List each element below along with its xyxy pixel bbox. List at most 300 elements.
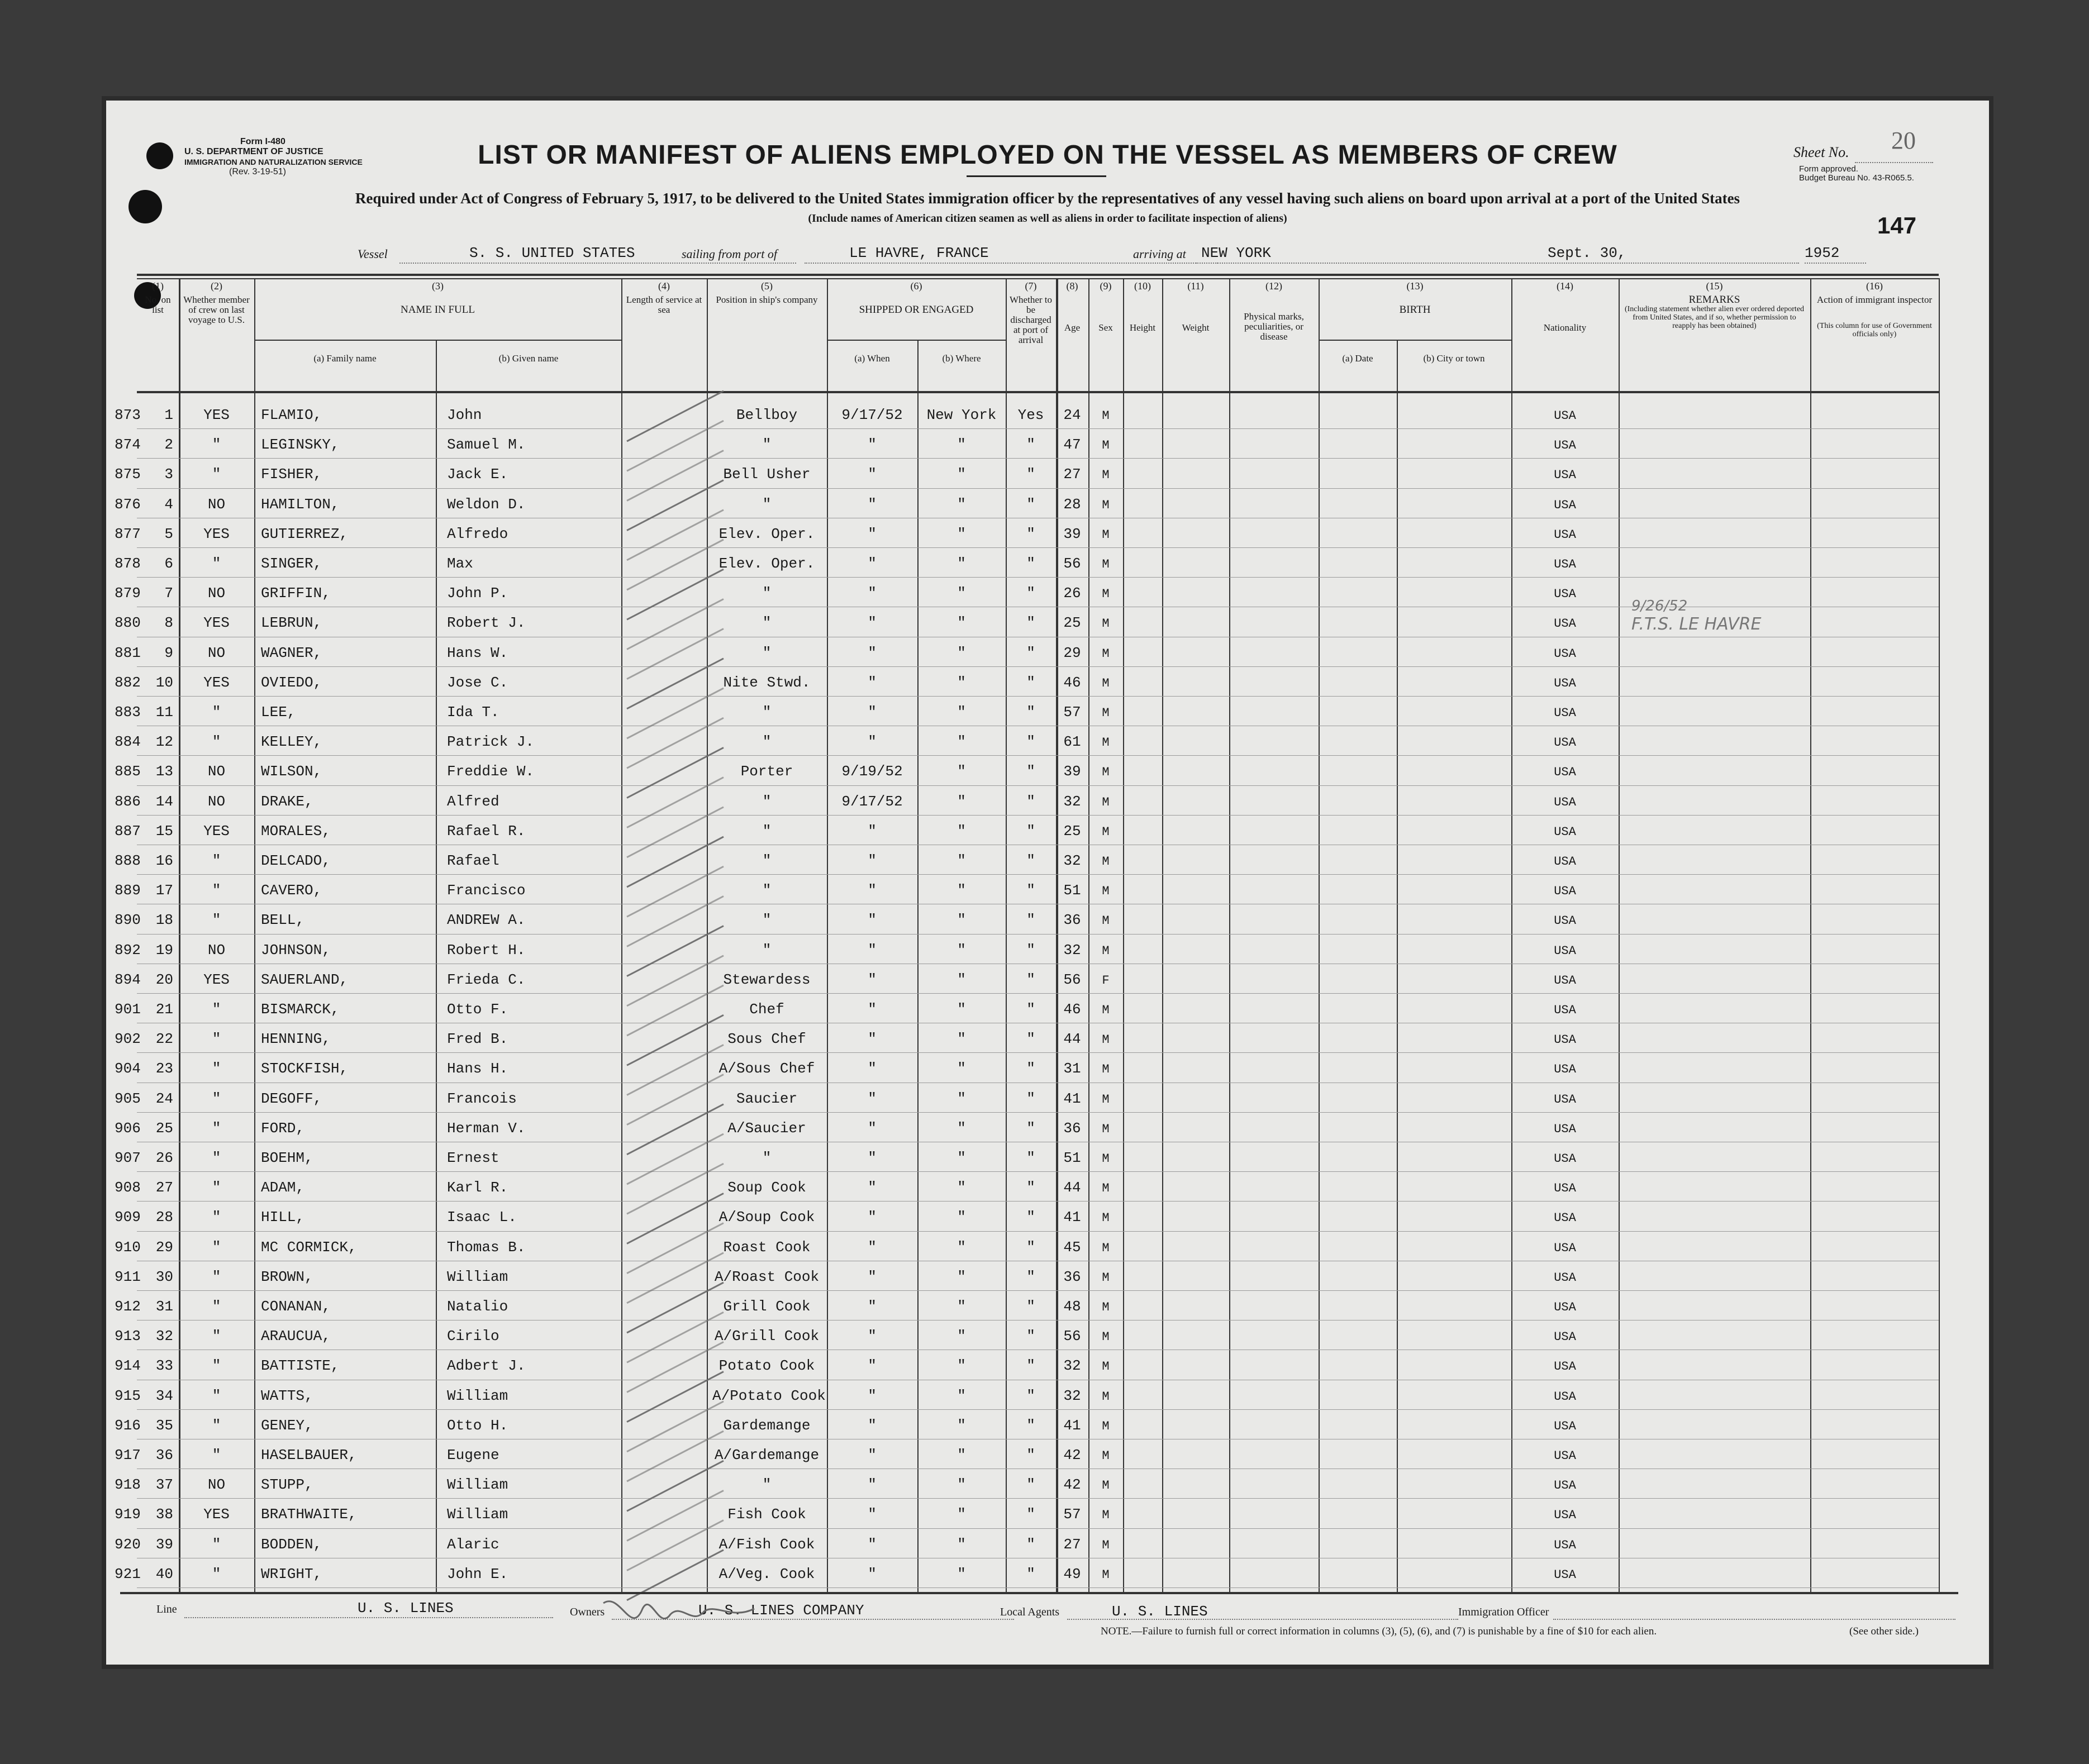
family-name: HAMILTON, xyxy=(261,495,340,513)
nationality: USA xyxy=(1554,1003,1576,1017)
shipped-when: " xyxy=(868,1447,877,1463)
position: Stewardess xyxy=(723,971,811,988)
remark-note: F.T.S. LE HAVRE xyxy=(1631,614,1762,634)
prev-voyage: " xyxy=(212,1387,221,1404)
nationality: USA xyxy=(1554,1360,1576,1374)
shipped-where: " xyxy=(957,1001,966,1018)
shipped-when: " xyxy=(868,1209,877,1226)
position: A/Potato Cook xyxy=(712,1387,826,1404)
family-name: DEGOFF, xyxy=(261,1090,322,1107)
position: " xyxy=(762,912,772,929)
shipped-when: " xyxy=(868,1268,877,1285)
row-stamp-number: 882 xyxy=(115,674,141,691)
shipped-where: " xyxy=(957,704,966,721)
sex: M xyxy=(1102,617,1110,631)
column-number: (10) xyxy=(1134,280,1151,292)
shipped-where: " xyxy=(957,971,966,988)
column-number: (15) xyxy=(1706,280,1723,292)
nationality: USA xyxy=(1554,1479,1576,1493)
shipped-when: " xyxy=(868,1565,877,1582)
shipped-where: " xyxy=(957,1417,966,1434)
nationality: USA xyxy=(1554,468,1576,483)
shipped-where: " xyxy=(957,1119,966,1137)
given-name: Otto F. xyxy=(447,1001,508,1018)
discharge: " xyxy=(1026,1238,1035,1256)
row-stamp-number: 905 xyxy=(115,1090,141,1107)
prev-voyage: " xyxy=(212,852,221,869)
given-name: Robert J. xyxy=(447,614,526,632)
pencil-slash xyxy=(627,1312,724,1362)
position: Bellboy xyxy=(736,407,798,423)
pencil-marks xyxy=(106,101,1989,1665)
sex: M xyxy=(1102,1508,1110,1523)
family-name: ADAM, xyxy=(261,1179,305,1196)
prev-voyage: " xyxy=(212,1328,221,1345)
row-stamp-number: 921 xyxy=(115,1565,141,1582)
prev-voyage: YES xyxy=(203,822,230,840)
row-number: 35 xyxy=(155,1417,173,1434)
family-name: ARAUCUA, xyxy=(261,1328,331,1345)
manifest-sheet xyxy=(106,101,1989,1665)
footer-note: NOTE.—Failure to furnish full or correct information in columns (3), (5), (6), and (7) is punishable by a fine of $10 for each alien. xyxy=(1101,1625,1657,1637)
discharge: " xyxy=(1026,763,1035,780)
age: 28 xyxy=(1063,495,1081,513)
age: 32 xyxy=(1063,852,1081,869)
age: 57 xyxy=(1063,704,1081,721)
family-name: DRAKE, xyxy=(261,793,313,810)
family-name: BROWN, xyxy=(261,1268,313,1285)
given-name: John xyxy=(447,407,482,423)
nationality: USA xyxy=(1554,1567,1576,1582)
row-number: 17 xyxy=(155,882,173,899)
row-number: 40 xyxy=(155,1565,173,1582)
sex: M xyxy=(1102,1241,1110,1255)
service: IMMIGRATION AND NATURALIZATION SERVICE xyxy=(184,158,363,166)
sex: M xyxy=(1102,1449,1110,1463)
prev-voyage: " xyxy=(212,882,221,899)
column-number: (14) xyxy=(1557,280,1573,292)
age: 49 xyxy=(1063,1565,1081,1582)
given-name: Cirilo xyxy=(447,1328,499,1345)
age: 56 xyxy=(1063,1328,1081,1345)
nationality: USA xyxy=(1554,587,1576,602)
family-name: MORALES, xyxy=(261,822,331,840)
family-name: WATTS, xyxy=(261,1387,313,1404)
age: 42 xyxy=(1063,1476,1081,1494)
age: 36 xyxy=(1063,912,1081,929)
shipped-where: " xyxy=(957,1268,966,1285)
prev-voyage: YES xyxy=(203,525,230,542)
row-number: 6 xyxy=(164,555,173,572)
position: A/Gardemange xyxy=(714,1447,820,1463)
sex: M xyxy=(1102,1003,1110,1017)
given-name: Robert H. xyxy=(447,941,526,959)
column-number: (9) xyxy=(1100,280,1112,292)
row-number: 8 xyxy=(164,614,173,632)
pencil-slash xyxy=(627,1104,724,1155)
row-number: 3 xyxy=(164,466,173,483)
age: 44 xyxy=(1063,1179,1081,1196)
column-header: NAME IN FULL xyxy=(401,304,475,316)
action-subheader: (This column for use of Government officials only) xyxy=(1817,322,1932,339)
column-number: (13) xyxy=(1406,280,1424,292)
row-number: 30 xyxy=(155,1268,173,1285)
age: 29 xyxy=(1063,644,1081,661)
nationality: USA xyxy=(1554,1092,1576,1107)
family-name: OVIEDO, xyxy=(261,674,322,691)
nationality: USA xyxy=(1554,1152,1576,1166)
age: 32 xyxy=(1063,941,1081,959)
row-stamp-number: 873 xyxy=(115,407,141,423)
footer-rule xyxy=(120,1592,1958,1594)
nationality: USA xyxy=(1554,1181,1576,1196)
sex: M xyxy=(1102,914,1110,928)
sex: M xyxy=(1102,587,1110,602)
family-name: WILSON, xyxy=(261,763,322,780)
sex: M xyxy=(1102,498,1110,512)
shipped-where: " xyxy=(957,1476,966,1494)
prev-voyage: " xyxy=(212,1357,221,1375)
position: Sous Chef xyxy=(727,1031,806,1048)
row-stamp-number: 904 xyxy=(115,1060,141,1078)
discharge: " xyxy=(1026,1150,1035,1166)
position: " xyxy=(762,1476,772,1494)
age: 39 xyxy=(1063,763,1081,780)
pencil-slash xyxy=(627,1283,724,1333)
prev-voyage: " xyxy=(212,733,221,751)
family-name: SINGER, xyxy=(261,555,322,572)
prev-voyage: " xyxy=(212,1179,221,1196)
shipped-where: " xyxy=(957,1031,966,1048)
prev-voyage: YES xyxy=(203,674,230,691)
prev-voyage: " xyxy=(212,1031,221,1048)
officer-label: Immigration Officer xyxy=(1458,1606,1549,1618)
position: Potato Cook xyxy=(718,1357,815,1375)
row-stamp-number: 911 xyxy=(115,1268,141,1285)
shipped-where: " xyxy=(957,1328,966,1345)
age: 61 xyxy=(1063,733,1081,751)
prev-voyage: " xyxy=(212,1536,221,1553)
sex: M xyxy=(1102,438,1110,453)
family-name: BELL, xyxy=(261,912,305,929)
family-name: HILL, xyxy=(261,1209,305,1226)
sex: M xyxy=(1102,1360,1110,1374)
given-name: Patrick J. xyxy=(447,733,535,751)
shipped-when: " xyxy=(868,525,877,542)
agents-value: U. S. LINES xyxy=(1112,1603,1208,1620)
officer-underline xyxy=(1553,1619,1955,1620)
pencil-slash xyxy=(627,1015,724,1065)
discharge: " xyxy=(1026,1209,1035,1226)
sex: M xyxy=(1102,527,1110,542)
position: Fish Cook xyxy=(727,1506,806,1523)
shipped-where: " xyxy=(957,1179,966,1196)
shipped-when: " xyxy=(868,555,877,572)
row-number: 26 xyxy=(155,1150,173,1166)
position: A/Grill Cook xyxy=(714,1328,820,1345)
sex: M xyxy=(1102,795,1110,809)
pencil-slash xyxy=(627,718,724,768)
column-header: Weight xyxy=(1182,322,1210,333)
pencil-slash xyxy=(627,1223,724,1274)
position: A/Fish Cook xyxy=(718,1536,815,1553)
prev-voyage: " xyxy=(212,1298,221,1315)
age: 57 xyxy=(1063,1506,1081,1523)
shipped-where: " xyxy=(957,614,966,632)
given-name: William xyxy=(447,1506,508,1523)
row-stamp-number: 875 xyxy=(115,466,141,483)
age: 56 xyxy=(1063,555,1081,572)
shipped-where: " xyxy=(957,466,966,483)
see-other-side: (See other side.) xyxy=(1849,1625,1919,1637)
row-number: 10 xyxy=(155,674,173,691)
discharge: Yes xyxy=(1017,407,1044,423)
age: 31 xyxy=(1063,1060,1081,1078)
column-header: Height xyxy=(1129,322,1156,333)
sex: M xyxy=(1102,1122,1110,1136)
shipped-where: " xyxy=(957,763,966,780)
shipped-where: " xyxy=(957,1536,966,1553)
shipped-where: " xyxy=(957,822,966,840)
sex: M xyxy=(1102,1330,1110,1345)
pencil-slash xyxy=(627,569,724,619)
row-stamp-number: 892 xyxy=(115,941,141,959)
family-name: GENEY, xyxy=(261,1417,313,1434)
position: " xyxy=(762,585,772,602)
shipped-where: " xyxy=(957,525,966,542)
column-number: (2) xyxy=(211,280,222,292)
column-header: SHIPPED OR ENGAGED xyxy=(859,304,974,316)
nationality: USA xyxy=(1554,676,1576,690)
age: 45 xyxy=(1063,1238,1081,1256)
pencil-slash xyxy=(627,837,724,887)
age: 26 xyxy=(1063,585,1081,602)
column-subheader: (a) Date xyxy=(1342,353,1373,364)
discharge: " xyxy=(1026,852,1035,869)
shipped-when: " xyxy=(868,971,877,988)
discharge: " xyxy=(1026,1179,1035,1196)
prev-voyage: " xyxy=(212,1090,221,1107)
sex: M xyxy=(1102,884,1110,899)
age: 42 xyxy=(1063,1447,1081,1463)
pencil-slash xyxy=(627,1431,724,1481)
position: Grill Cook xyxy=(723,1298,811,1315)
position: " xyxy=(762,614,772,632)
revision: (Rev. 3-19-51) xyxy=(229,167,286,177)
given-name: Eugene xyxy=(447,1447,499,1463)
row-number: 32 xyxy=(155,1328,173,1345)
nationality: USA xyxy=(1554,438,1576,453)
row-stamp-number: 916 xyxy=(115,1417,141,1434)
shipped-where: " xyxy=(957,941,966,959)
pencil-slash xyxy=(627,421,724,471)
given-name: Rafael R. xyxy=(447,822,526,840)
given-name: Alfredo xyxy=(447,525,508,542)
row-stamp-number: 902 xyxy=(115,1031,141,1048)
shipped-when: " xyxy=(868,1238,877,1256)
family-name: WRIGHT, xyxy=(261,1565,322,1582)
discharge: " xyxy=(1026,525,1035,542)
pencil-slash xyxy=(627,1520,724,1571)
shipped-when: " xyxy=(868,852,877,869)
row-number: 18 xyxy=(155,912,173,929)
row-number: 24 xyxy=(155,1090,173,1107)
shipped-when: " xyxy=(868,1417,877,1434)
pencil-slash xyxy=(627,510,724,560)
given-name: Hans H. xyxy=(447,1060,508,1078)
pencil-slash xyxy=(627,450,724,500)
pencil-slash xyxy=(627,985,724,1036)
given-name: Adbert J. xyxy=(447,1357,526,1375)
shipped-where: " xyxy=(957,495,966,513)
shipped-where: " xyxy=(957,1565,966,1582)
given-name: Alaric xyxy=(447,1536,499,1553)
given-name: ANDREW A. xyxy=(447,912,526,929)
shipped-where: " xyxy=(957,644,966,661)
shipped-when: " xyxy=(868,436,877,454)
position: A/Veg. Cook xyxy=(718,1565,815,1582)
pencil-slash xyxy=(627,1045,724,1095)
nationality: USA xyxy=(1554,884,1576,899)
shipped-when: " xyxy=(868,822,877,840)
nationality: USA xyxy=(1554,1508,1576,1523)
shipped-when: " xyxy=(868,1476,877,1494)
nationality: USA xyxy=(1554,1538,1576,1552)
discharge: " xyxy=(1026,912,1035,929)
nationality: USA xyxy=(1554,557,1576,571)
shipped-when: " xyxy=(868,912,877,929)
position: Chef xyxy=(749,1001,784,1018)
discharge: " xyxy=(1026,822,1035,840)
shipped-when: " xyxy=(868,466,877,483)
prev-voyage: " xyxy=(212,466,221,483)
prev-voyage: " xyxy=(212,1119,221,1137)
nationality: USA xyxy=(1554,1449,1576,1463)
family-name: FLAMIO, xyxy=(261,407,322,423)
position: A/Roast Cook xyxy=(714,1268,820,1285)
discharge: " xyxy=(1026,674,1035,691)
row-number: 23 xyxy=(155,1060,173,1078)
shipped-when: " xyxy=(868,1119,877,1137)
shipped-when: " xyxy=(868,1357,877,1375)
prev-voyage: " xyxy=(212,1001,221,1018)
age: 39 xyxy=(1063,525,1081,542)
discharge: " xyxy=(1026,971,1035,988)
pencil-slash xyxy=(627,1401,724,1452)
line-value: U. S. LINES xyxy=(358,1600,454,1617)
family-name: MC CORMICK, xyxy=(261,1238,357,1256)
prev-voyage: NO xyxy=(207,1476,226,1494)
row-number: 22 xyxy=(155,1031,173,1048)
position: " xyxy=(762,1150,772,1166)
shipped-when: " xyxy=(868,1536,877,1553)
position: Saucier xyxy=(736,1090,798,1107)
row-number: 4 xyxy=(164,495,173,513)
nationality: USA xyxy=(1554,765,1576,780)
prev-voyage: " xyxy=(212,1417,221,1434)
discharge: " xyxy=(1026,1268,1035,1285)
row-number: 29 xyxy=(155,1238,173,1256)
given-name: Freddie W. xyxy=(447,763,535,780)
column-number: (6) xyxy=(910,280,922,292)
pencil-slash xyxy=(627,807,724,857)
arrival-date: Sept. 30, xyxy=(1548,245,1626,261)
column-header: Sex xyxy=(1098,322,1113,333)
prev-voyage: NO xyxy=(207,793,226,810)
family-name: WAGNER, xyxy=(261,644,322,661)
sex: M xyxy=(1102,1300,1110,1314)
signature-scribble xyxy=(598,1586,765,1648)
column-number: (12) xyxy=(1265,280,1282,292)
length-of-service-pencil-marks xyxy=(627,391,724,1600)
family-name: HENNING, xyxy=(261,1031,331,1048)
given-name: Weldon D. xyxy=(447,495,526,513)
position: Elev. Oper. xyxy=(718,525,815,542)
discharge: " xyxy=(1026,1506,1035,1523)
column-subheader: (a) Family name xyxy=(313,353,377,364)
row-stamp-number: 889 xyxy=(115,882,141,899)
shipped-where: " xyxy=(957,585,966,602)
sex: M xyxy=(1102,1152,1110,1166)
given-name: William xyxy=(447,1268,508,1285)
row-stamp-number: 886 xyxy=(115,793,141,810)
column-header: REMARKS xyxy=(1688,294,1740,306)
discharge: " xyxy=(1026,466,1035,483)
row-stamp-number: 884 xyxy=(115,733,141,751)
row-stamp-number: 874 xyxy=(115,436,141,454)
shipped-when: " xyxy=(868,704,877,721)
given-name: Samuel M. xyxy=(447,436,526,454)
row-number: 12 xyxy=(155,733,173,751)
discharge: " xyxy=(1026,644,1035,661)
shipped-when: " xyxy=(868,1001,877,1018)
row-stamp-number: 877 xyxy=(115,525,141,542)
prev-voyage: YES xyxy=(203,971,230,988)
prev-voyage: NO xyxy=(207,585,226,602)
age: 48 xyxy=(1063,1298,1081,1315)
discharge: " xyxy=(1026,585,1035,602)
age: 51 xyxy=(1063,1150,1081,1166)
age: 32 xyxy=(1063,1387,1081,1404)
prev-voyage: " xyxy=(212,704,221,721)
remark-date: 9/26/52 xyxy=(1631,598,1688,614)
prev-voyage: NO xyxy=(207,763,226,780)
nationality: USA xyxy=(1554,409,1576,423)
column-header: Length of service at sea xyxy=(626,294,702,315)
budget-bureau: Budget Bureau No. 43-R065.5. xyxy=(1799,173,1914,183)
given-name: Ernest xyxy=(447,1150,499,1166)
row-number: 27 xyxy=(155,1179,173,1196)
sheet-label: Sheet No. xyxy=(1793,144,1849,160)
position: " xyxy=(762,941,772,959)
nationality: USA xyxy=(1554,1270,1576,1285)
shipped-when: " xyxy=(868,1387,877,1404)
discharge: " xyxy=(1026,436,1035,454)
line-label: Line xyxy=(156,1603,177,1615)
row-stamp-number: 878 xyxy=(115,555,141,572)
given-name: Frieda C. xyxy=(447,971,526,988)
position: Porter xyxy=(740,763,793,780)
family-name: LEE, xyxy=(261,704,296,721)
row-number: 9 xyxy=(164,644,173,661)
position: " xyxy=(762,495,772,513)
shipped-when: " xyxy=(868,1506,877,1523)
family-name: FORD, xyxy=(261,1119,305,1137)
nationality: USA xyxy=(1554,824,1576,839)
column-header: Physical marks, peculiarities, or disease xyxy=(1244,311,1304,342)
family-name: STUPP, xyxy=(261,1476,313,1494)
remarks-subheader: (Including statement whether alien ever ordered deported from United States, and if so, whether permission to reapply has been obtained) xyxy=(1624,305,1805,330)
